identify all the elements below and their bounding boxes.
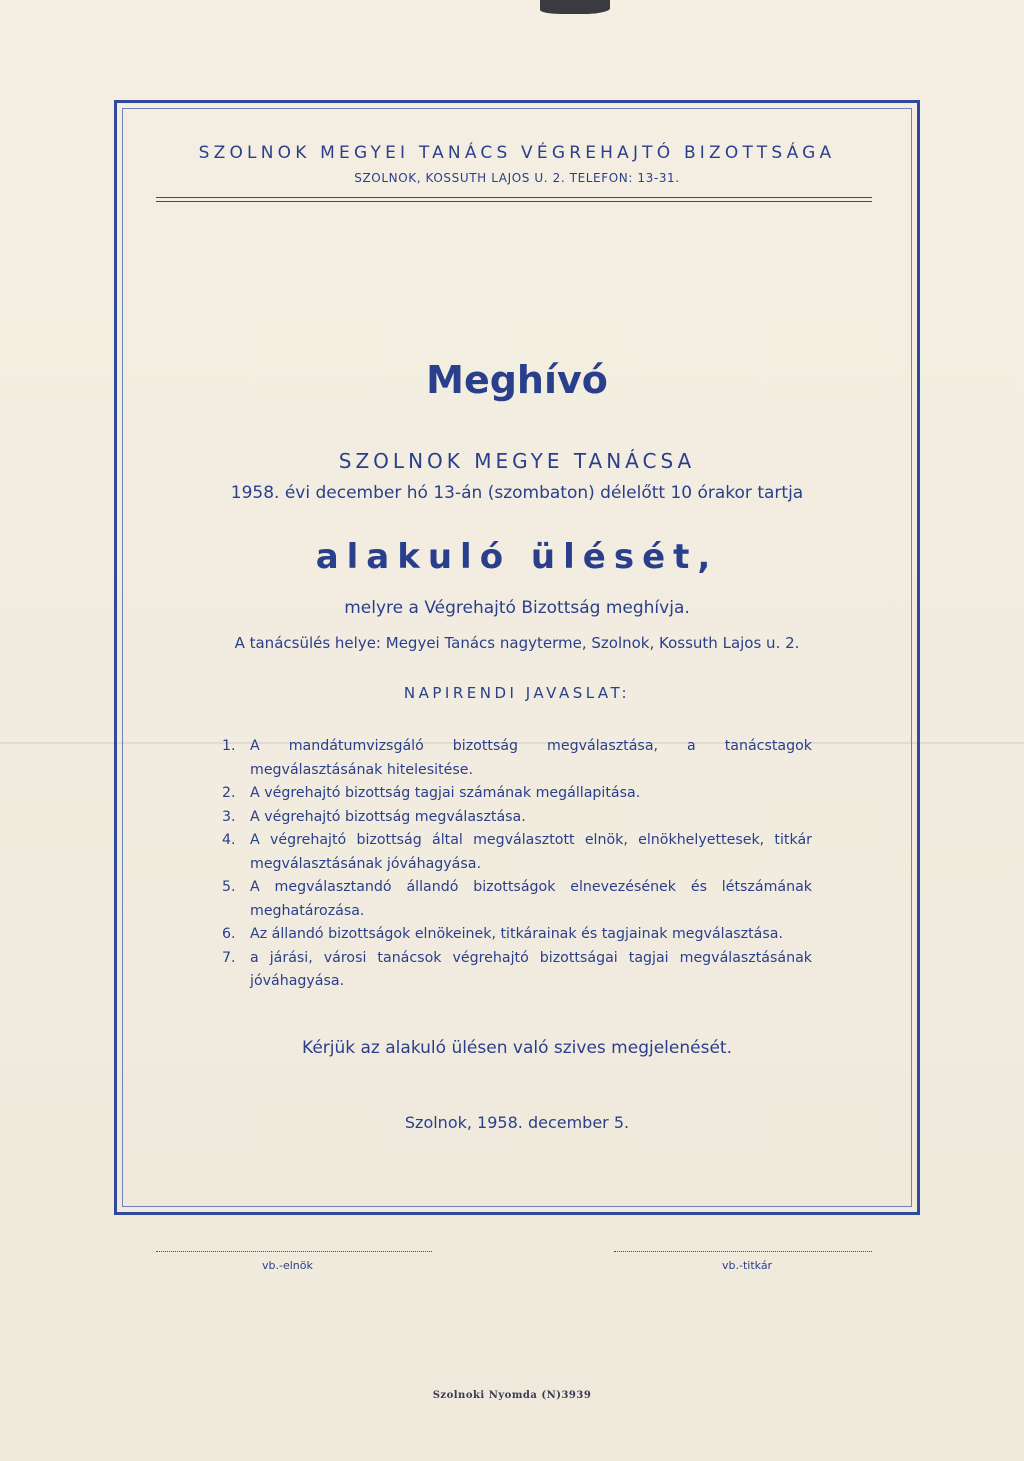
agenda-item xyxy=(222,947,812,994)
agenda-item xyxy=(222,923,812,947)
place-and-date: Szolnok, 1958. december 5. xyxy=(404,1113,630,1132)
agenda-item-text: A végrehajtó bizottság tagjai számának megállapitása. xyxy=(250,785,641,801)
agenda-item xyxy=(222,735,812,782)
agenda-item-text: A végrehajtó bizottság által megválasztott elnök, elnökhelyettesek, titkár megválasztásának jóváhagyása. xyxy=(250,832,812,872)
council-name: SZOLNOK MEGYE TANÁCSA xyxy=(338,449,696,473)
agenda-item-number: 6. xyxy=(222,926,236,942)
agenda-list xyxy=(222,735,812,994)
torn-edge xyxy=(540,0,610,14)
agenda-item xyxy=(222,829,812,876)
agenda-item-number: 7. xyxy=(222,949,236,966)
letterhead-title: SZOLNOK MEGYEI TANÁCS VÉGREHAJTÓ BIZOTTSÁGA xyxy=(198,143,836,163)
meeting-venue: A tanácsülés helye: Megyei Tanács nagyterme, Szolnok, Kossuth Lajos u. 2. xyxy=(234,634,800,652)
agenda-item xyxy=(222,806,812,830)
agenda-item xyxy=(222,876,812,923)
agenda-item-number: 2. xyxy=(222,785,236,801)
agenda-item-number: 5. xyxy=(222,879,236,895)
agenda-item-text: A megválasztandó állandó bizottságok elnevezésének és létszámának meghatározása. xyxy=(250,879,812,919)
agenda-item-text: Az állandó bizottságok elnökeinek, titkárainak és tagjainak megválasztása. xyxy=(250,926,783,942)
printer-imprint: Szolnoki Nyomda (N)3939 xyxy=(432,1390,592,1401)
agenda-item-text: a járási, városi tanácsok végrehajtó bizottságai tagjai megválasztásának jóváhagyása. xyxy=(250,949,812,989)
chairman-signature-line xyxy=(156,1251,432,1252)
closing-request: Kérjük az alakuló ülésen való szives megjelenését. xyxy=(302,1038,732,1058)
invited-by: melyre a Végrehajtó Bizottság meghívja. xyxy=(344,598,690,618)
agenda-item-number: 3. xyxy=(222,808,236,825)
agenda-item-text: A végrehajtó bizottság megválasztása. xyxy=(250,808,526,825)
header-rule-top xyxy=(156,197,872,198)
document-title: Meghívó xyxy=(426,358,608,402)
header-rule-bottom xyxy=(156,201,872,202)
session-title: alakuló ülését, xyxy=(315,537,719,577)
agenda-heading: NAPIRENDI JAVASLAT: xyxy=(403,684,631,702)
secretary-signature-line xyxy=(614,1251,872,1252)
meeting-dateline: 1958. évi december hó 13-án (szombaton) délelőtt 10 órakor tartja xyxy=(230,483,804,503)
letterhead-address: SZOLNOK, KOSSUTH LAJOS U. 2. TELEFON: 13-31. xyxy=(354,171,680,185)
agenda-item-number: 1. xyxy=(222,738,236,754)
agenda-item-text: A mandátumvizsgáló bizottság megválasztása, a tanácstagok megválasztásának hitelesitése. xyxy=(250,738,812,778)
chairman-signature-label: vb.-elnök xyxy=(262,1259,313,1272)
agenda-item xyxy=(222,782,812,806)
secretary-signature-label: vb.-titkár xyxy=(722,1259,773,1272)
agenda-item-number: 4. xyxy=(222,832,236,848)
